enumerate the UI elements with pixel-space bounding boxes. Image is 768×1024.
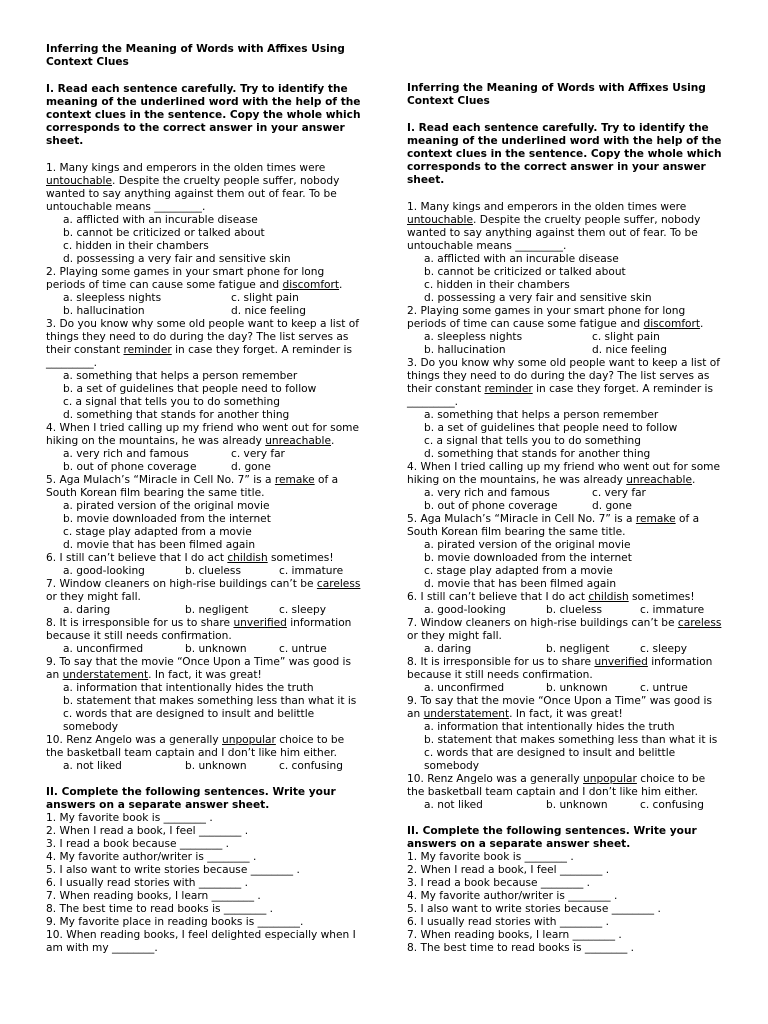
underlined-word: understatement bbox=[62, 669, 149, 681]
completion-item: 5. I also want to write stories because ________ . bbox=[46, 864, 300, 876]
question-prefix: 3. Do you know why some old people want to keep a list of things they need to do during the day? The list serves as their constant bbox=[407, 357, 720, 395]
answer-option: d. nice feeling bbox=[592, 344, 667, 356]
answer-option: a. something that helps a person remember bbox=[424, 409, 659, 421]
completion-item: 2. When I read a book, I feel ________ . bbox=[407, 864, 610, 876]
question-suffix: in case they forget. A reminder is _________. bbox=[407, 383, 714, 408]
answer-option: c. a signal that tells you to do something bbox=[63, 396, 280, 408]
underlined-word: remake bbox=[635, 513, 676, 525]
question-suffix: information because it still needs confirmation. bbox=[407, 656, 713, 681]
answer-option: b. hallucination bbox=[424, 344, 506, 356]
completion-item: 9. My favorite place in reading books is ________. bbox=[46, 916, 304, 928]
question-text bbox=[46, 552, 362, 565]
question-prefix: 2. Playing some games in your smart phone for long periods of time can cause some fatigue and bbox=[46, 266, 325, 291]
answer-options bbox=[46, 500, 362, 552]
answer-options bbox=[46, 643, 362, 656]
answer-options bbox=[407, 331, 723, 357]
completion-item: 3. I read a book because ________ . bbox=[407, 877, 591, 889]
worksheet-title: Inferring the Meaning of Words with Affixes Using Context Clues bbox=[407, 82, 706, 107]
answer-options bbox=[46, 214, 362, 266]
answer-options bbox=[407, 539, 723, 591]
question-text bbox=[407, 773, 723, 799]
answer-option: c. words that are designed to insult and belittle somebody bbox=[424, 747, 676, 772]
question-text bbox=[407, 591, 723, 604]
answer-option: a. very rich and famous bbox=[424, 487, 550, 499]
part2-instruction: II. Complete the following sentences. Write your answers on a separate answer sheet. bbox=[407, 825, 697, 850]
answer-option: a. not liked bbox=[63, 760, 122, 772]
answer-option: c. sleepy bbox=[279, 604, 327, 616]
underlined-word: reminder bbox=[484, 383, 533, 395]
answer-option: a. sleepless nights bbox=[63, 292, 162, 304]
answer-option: b. unknown bbox=[185, 643, 247, 655]
question-suffix: in case they forget. A reminder is _________. bbox=[46, 344, 353, 369]
question-prefix: 9. To say that the movie “Once Upon a Time” was good is an bbox=[407, 695, 713, 720]
answer-option: d. possessing a very fair and sensitive skin bbox=[424, 292, 652, 304]
question-text bbox=[46, 318, 362, 370]
worksheet-left-column bbox=[46, 43, 362, 955]
completion-item: 3. I read a book because ________ . bbox=[46, 838, 230, 850]
question-suffix: choice to be the basketball team captain and I don’t like him either. bbox=[407, 773, 706, 798]
completion-item: 1. My favorite book is ________ . bbox=[407, 851, 574, 863]
part2-instruction: II. Complete the following sentences. Write your answers on a separate answer sheet. bbox=[46, 786, 336, 811]
question-text bbox=[407, 357, 723, 409]
answer-option: b. negligent bbox=[546, 643, 610, 655]
answer-option: c. immature bbox=[640, 604, 705, 616]
underlined-word: careless bbox=[316, 578, 361, 590]
question-text bbox=[407, 201, 723, 253]
question-prefix: 4. When I tried calling up my friend who went out for some hiking on the mountains, he was already bbox=[46, 422, 360, 447]
completion-item: 10. When reading books, I feel delighted especially when I am with my ________. bbox=[46, 929, 356, 954]
question-prefix: 10. Renz Angelo was a generally bbox=[407, 773, 584, 785]
answer-option: b. clueless bbox=[546, 604, 602, 616]
answer-option: a. afflicted with an incurable disease bbox=[424, 253, 619, 265]
answer-option: b. negligent bbox=[185, 604, 249, 616]
question-suffix: . Despite the cruelty people suffer, nobody wanted to say anything against them out of fear. To be untouchable means _________. bbox=[407, 214, 701, 252]
question-prefix: 5. Aga Mulach’s “Miracle in Cell No. 7” is a bbox=[407, 513, 636, 525]
question-text bbox=[407, 656, 723, 682]
question-suffix: . In fact, it was great! bbox=[509, 708, 623, 720]
worksheet-title: Inferring the Meaning of Words with Affixes Using Context Clues bbox=[46, 43, 345, 68]
answer-option: b. movie downloaded from the internet bbox=[63, 513, 271, 525]
answer-option: b. unknown bbox=[546, 682, 608, 694]
question-prefix: 8. It is irresponsible for us to share bbox=[46, 617, 234, 629]
question-prefix: 10. Renz Angelo was a generally bbox=[46, 734, 223, 746]
answer-option: b. unknown bbox=[185, 760, 247, 772]
question-prefix: 1. Many kings and emperors in the olden times were bbox=[46, 162, 326, 174]
answer-option: c. hidden in their chambers bbox=[424, 279, 570, 291]
answer-option: a. daring bbox=[63, 604, 111, 616]
answer-options bbox=[407, 799, 723, 812]
answer-option: b. out of phone coverage bbox=[63, 461, 197, 473]
completion-items bbox=[46, 812, 362, 955]
underlined-word: discomfort bbox=[282, 279, 340, 291]
answer-options bbox=[46, 760, 362, 773]
answer-option: c. hidden in their chambers bbox=[63, 240, 209, 252]
answer-option: c. stage play adapted from a movie bbox=[424, 565, 613, 577]
answer-options bbox=[407, 721, 723, 773]
answer-option: c. words that are designed to insult and belittle somebody bbox=[63, 708, 315, 733]
answer-option: b. a set of guidelines that people need to follow bbox=[424, 422, 678, 434]
answer-option: c. a signal that tells you to do something bbox=[424, 435, 641, 447]
answer-option: b. cannot be criticized or talked about bbox=[63, 227, 265, 239]
answer-option: b. clueless bbox=[185, 565, 241, 577]
completion-item: 6. I usually read stories with ________ . bbox=[46, 877, 248, 889]
worksheet-right-column bbox=[407, 82, 723, 955]
completion-item: 6. I usually read stories with ________ . bbox=[407, 916, 609, 928]
answer-option: a. pirated version of the original movie bbox=[63, 500, 270, 512]
completion-item: 5. I also want to write stories because ________ . bbox=[407, 903, 661, 915]
completion-items bbox=[407, 851, 723, 955]
answer-option: d. nice feeling bbox=[231, 305, 306, 317]
question-suffix: or they might fall. bbox=[407, 630, 502, 642]
underlined-word: unpopular bbox=[222, 734, 276, 746]
question-text bbox=[407, 617, 723, 643]
question-text bbox=[46, 266, 362, 292]
question-suffix: . bbox=[339, 279, 343, 291]
answer-option: c. sleepy bbox=[640, 643, 688, 655]
question-text bbox=[407, 461, 723, 487]
question-prefix: 4. When I tried calling up my friend who went out for some hiking on the mountains, he was already bbox=[407, 461, 721, 486]
completion-item: 1. My favorite book is ________ . bbox=[46, 812, 213, 824]
question-text bbox=[407, 305, 723, 331]
answer-options bbox=[46, 565, 362, 578]
question-suffix: . Despite the cruelty people suffer, nobody wanted to say anything against them out of fear. To be untouchable means _________. bbox=[46, 175, 340, 213]
answer-option: a. good-looking bbox=[63, 565, 145, 577]
question-prefix: 7. Window cleaners on high-rise buildings can’t be bbox=[46, 578, 317, 590]
underlined-word: untouchable bbox=[407, 214, 473, 226]
answer-option: c. untrue bbox=[640, 682, 688, 694]
answer-option: b. hallucination bbox=[63, 305, 145, 317]
question-text bbox=[46, 656, 362, 682]
question-prefix: 1. Many kings and emperors in the olden times were bbox=[407, 201, 687, 213]
question-prefix: 6. I still can’t believe that I do act bbox=[407, 591, 589, 603]
answer-option: b. cannot be criticized or talked about bbox=[424, 266, 626, 278]
answer-option: c. very far bbox=[231, 448, 285, 460]
answer-option: d. something that stands for another thing bbox=[424, 448, 651, 460]
completion-item: 4. My favorite author/writer is ________ . bbox=[46, 851, 257, 863]
answer-option: d. something that stands for another thing bbox=[63, 409, 290, 421]
completion-item: 2. When I read a book, I feel ________ . bbox=[46, 825, 249, 837]
question-suffix: . bbox=[331, 435, 335, 447]
answer-option: c. very far bbox=[592, 487, 646, 499]
answer-option: a. information that intentionally hides the truth bbox=[424, 721, 675, 733]
completion-item: 7. When reading books, I learn ________ . bbox=[46, 890, 261, 902]
underlined-word: reminder bbox=[123, 344, 172, 356]
answer-options bbox=[407, 643, 723, 656]
answer-options bbox=[407, 682, 723, 695]
answer-option: c. confusing bbox=[640, 799, 704, 811]
question-suffix: of a South Korean film bearing the same title. bbox=[407, 513, 700, 538]
answer-option: b. statement that makes something less than what it is bbox=[424, 734, 718, 746]
question-text bbox=[46, 734, 362, 760]
question-text bbox=[46, 578, 362, 604]
answer-option: a. very rich and famous bbox=[63, 448, 189, 460]
answer-option: a. unconfirmed bbox=[424, 682, 505, 694]
question-suffix: . bbox=[700, 318, 704, 330]
answer-option: a. sleepless nights bbox=[424, 331, 523, 343]
answer-option: a. unconfirmed bbox=[63, 643, 144, 655]
question-suffix: information because it still needs confirmation. bbox=[46, 617, 352, 642]
underlined-word: unreachable bbox=[265, 435, 331, 447]
question-suffix: of a South Korean film bearing the same title. bbox=[46, 474, 339, 499]
part1-instruction: I. Read each sentence carefully. Try to identify the meaning of the underlined word with the help of the context clues in the sentence. Copy the whole which corresponds to the correct answer in your answer sheet. bbox=[407, 122, 722, 186]
answer-option: d. movie that has been filmed again bbox=[424, 578, 617, 590]
question-suffix: . In fact, it was great! bbox=[148, 669, 262, 681]
answer-option: a. information that intentionally hides the truth bbox=[63, 682, 314, 694]
question-text bbox=[407, 513, 723, 539]
underlined-word: childish bbox=[588, 591, 629, 603]
answer-option: d. movie that has been filmed again bbox=[63, 539, 256, 551]
completion-item: 8. The best time to read books is ________ . bbox=[407, 942, 635, 954]
question-prefix: 3. Do you know why some old people want to keep a list of things they need to do during the day? The list serves as their constant bbox=[46, 318, 359, 356]
answer-options bbox=[407, 253, 723, 305]
question-prefix: 7. Window cleaners on high-rise buildings can’t be bbox=[407, 617, 678, 629]
answer-option: c. slight pain bbox=[231, 292, 299, 304]
answer-option: b. a set of guidelines that people need to follow bbox=[63, 383, 317, 395]
underlined-word: unverified bbox=[233, 617, 287, 629]
underlined-word: unreachable bbox=[626, 474, 692, 486]
answer-option: b. movie downloaded from the internet bbox=[424, 552, 632, 564]
question-text bbox=[46, 162, 362, 214]
answer-option: c. stage play adapted from a movie bbox=[63, 526, 252, 538]
question-suffix: or they might fall. bbox=[46, 591, 141, 603]
answer-option: c. immature bbox=[279, 565, 344, 577]
answer-option: c. slight pain bbox=[592, 331, 660, 343]
answer-option: a. daring bbox=[424, 643, 472, 655]
answer-option: a. afflicted with an incurable disease bbox=[63, 214, 258, 226]
answer-option: c. confusing bbox=[279, 760, 343, 772]
underlined-word: unpopular bbox=[583, 773, 637, 785]
question-text bbox=[407, 695, 723, 721]
question-prefix: 8. It is irresponsible for us to share bbox=[407, 656, 595, 668]
question-prefix: 6. I still can’t believe that I do act bbox=[46, 552, 228, 564]
answer-options bbox=[46, 604, 362, 617]
underlined-word: understatement bbox=[423, 708, 510, 720]
question-suffix: choice to be the basketball team captain and I don’t like him either. bbox=[46, 734, 345, 759]
underlined-word: untouchable bbox=[46, 175, 112, 187]
completion-item: 7. When reading books, I learn ________ . bbox=[407, 929, 622, 941]
underlined-word: discomfort bbox=[643, 318, 701, 330]
completion-item: 4. My favorite author/writer is ________ . bbox=[407, 890, 618, 902]
answer-option: d. possessing a very fair and sensitive skin bbox=[63, 253, 291, 265]
answer-option: d. gone bbox=[231, 461, 271, 473]
question-suffix: sometimes! bbox=[267, 552, 334, 564]
answer-options bbox=[46, 682, 362, 734]
answer-options bbox=[407, 604, 723, 617]
answer-options bbox=[46, 448, 362, 474]
answer-options bbox=[407, 487, 723, 513]
completion-item: 8. The best time to read books is ________ . bbox=[46, 903, 274, 915]
answer-option: a. something that helps a person remember bbox=[63, 370, 298, 382]
question-prefix: 2. Playing some games in your smart phone for long periods of time can cause some fatigue and bbox=[407, 305, 686, 330]
underlined-word: remake bbox=[274, 474, 315, 486]
answer-option: b. out of phone coverage bbox=[424, 500, 558, 512]
answer-option: a. good-looking bbox=[424, 604, 506, 616]
question-suffix: sometimes! bbox=[628, 591, 695, 603]
answer-option: d. gone bbox=[592, 500, 632, 512]
question-text bbox=[46, 617, 362, 643]
answer-options bbox=[407, 409, 723, 461]
answer-option: a. pirated version of the original movie bbox=[424, 539, 631, 551]
answer-options bbox=[46, 292, 362, 318]
question-prefix: 5. Aga Mulach’s “Miracle in Cell No. 7” is a bbox=[46, 474, 275, 486]
underlined-word: childish bbox=[227, 552, 268, 564]
question-text bbox=[46, 422, 362, 448]
underlined-word: unverified bbox=[594, 656, 648, 668]
question-suffix: . bbox=[692, 474, 696, 486]
question-text bbox=[46, 474, 362, 500]
answer-option: b. unknown bbox=[546, 799, 608, 811]
answer-option: b. statement that makes something less than what it is bbox=[63, 695, 357, 707]
answer-options bbox=[46, 370, 362, 422]
answer-option: c. untrue bbox=[279, 643, 327, 655]
underlined-word: careless bbox=[677, 617, 722, 629]
answer-option: a. not liked bbox=[424, 799, 483, 811]
part1-instruction: I. Read each sentence carefully. Try to identify the meaning of the underlined word with the help of the context clues in the sentence. Copy the whole which corresponds to the correct answer in your answer sheet. bbox=[46, 83, 361, 147]
question-prefix: 9. To say that the movie “Once Upon a Time” was good is an bbox=[46, 656, 352, 681]
